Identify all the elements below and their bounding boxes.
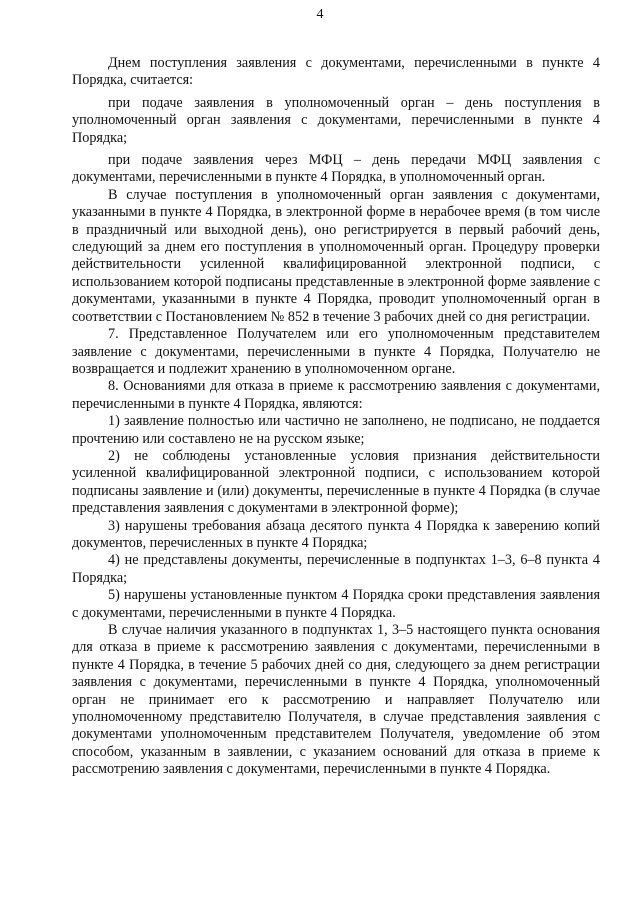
paragraph-subitem-2: 2) не соблюдены установленные условия признания действительности усиленной квалифицированной электронной подписи, с использованием которой подписаны заявление и (или) документы, перечисленные в пункте 4 Порядка (в случае представления заявления с документами в электронной форме); — [72, 447, 600, 517]
paragraph-authorized-body: при подаче заявления в уполномоченный орган – день поступления в уполномоченный орган заявления с документами, перечисленными в пункте 4 Порядка; — [72, 94, 600, 146]
paragraph-subitem-1: 1) заявление полностью или частично не заполнено, не подписано, не поддается прочтению или составлено не на русском языке; — [72, 413, 600, 447]
paragraph-subitem-3: 3) нарушены требования абзаца десятого пункта 4 Порядка к заверению копий документов, перечисленных в пункте 4 Порядка; — [72, 517, 600, 551]
paragraph-subitem-4: 4) не представлены документы, перечисленные в подпунктах 1–3, 6–8 пункта 4 Порядка; — [72, 552, 600, 586]
page-number: 4 — [316, 7, 324, 22]
paragraph-item-7: 7. Представленное Получателем или его уполномоченным представителем заявление с документами, перечисленными в пункте 4 Порядка, Получателю не возвращается и подлежит хранению в уполномоченном органе. — [72, 326, 600, 377]
paragraph-receipt-date: Днем поступления заявления с документами, перечисленными в пункте 4 Порядка, считается: — [72, 55, 600, 89]
document-body — [72, 55, 600, 779]
paragraph-item-8: 8. Основаниями для отказа в приеме к рассмотрению заявления с документами, перечисленными в пункте 4 Порядка, являются: — [72, 378, 600, 412]
paragraph-electronic-form: В случае поступления в уполномоченный орган заявления с документами, указанными в пункте 4 Порядка, в электронной форме в нерабочее время (в том числе в праздничный или выходной день), оно регистрируется в первый рабочий день, следующий за днем его поступления в уполномоченный орган. Процедуру проверки действительности усиленной квалифицированной электронной подписи, с использованием которой подписаны представленные в электронной форме заявление с документами, указанными в пункте 4 Порядка, проводит уполномоченный орган в соответствии с Постановлением № 852 в течение 3 рабочих дней со дня регистрации. — [72, 186, 600, 325]
paragraph-mfc: при подаче заявления через МФЦ – день передачи МФЦ заявления с документами, перечисленными в пункте 4 Порядка, в уполномоченный орган. — [72, 152, 600, 186]
paragraph-subitem-5: 5) нарушены установленные пунктом 4 Порядка сроки представления заявления с документами, перечисленными в пункте 4 Порядка. — [72, 587, 600, 621]
paragraph-refusal-procedure: В случае наличия указанного в подпунктах 1, 3–5 настоящего пункта основания для отказа в приеме к рассмотрению заявления с документами, перечисленными в пункте 4 Порядка, в течение 5 рабочих дней со дня, следующего за днем регистрации заявления с документами, перечисленными в пункте 4 Порядка, уполномоченный орган не принимает его к рассмотрению и направляет Получателю или уполномоченному представителю Получателя, в случае представления заявления с документами уполномоченным представителем Получателя, уведомление об этом способом, указанным в заявлении, с указанием оснований для отказа в приеме к рассмотрению заявления с документами, перечисленными в пункте 4 Порядка. — [72, 622, 600, 778]
